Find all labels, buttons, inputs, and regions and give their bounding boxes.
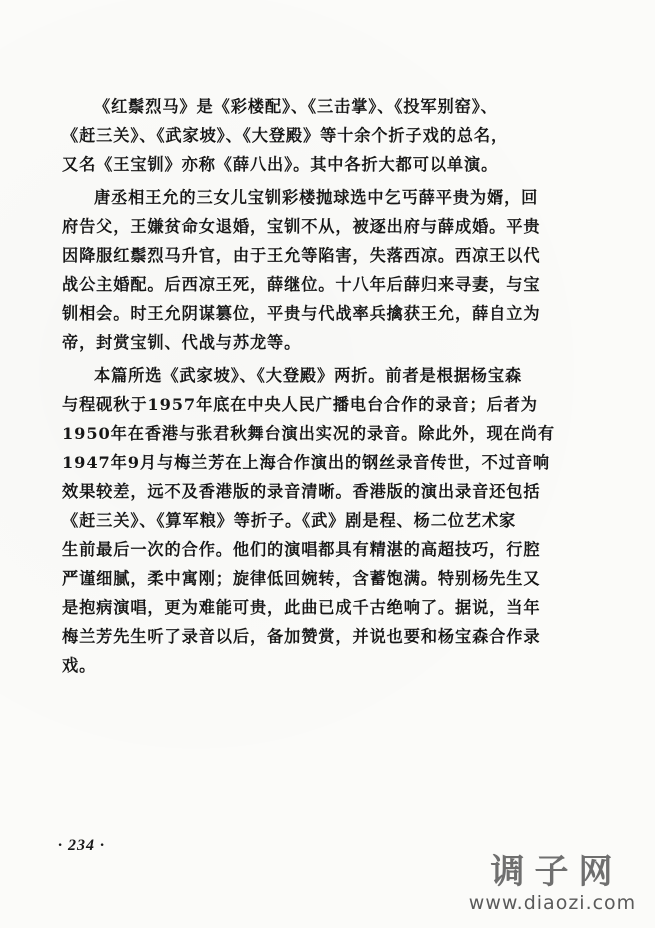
body-text bbox=[62, 92, 562, 680]
text-line: 1947年9月与梅兰芳在上海合作演出的钢丝录音传世，不过音响 bbox=[62, 453, 551, 472]
watermark-url: www.diaozi.com bbox=[468, 892, 637, 914]
watermark-title: 调子网 bbox=[490, 852, 623, 892]
text-line: 帝，封赏宝钏、代战与苏龙等。 bbox=[62, 333, 302, 352]
text-line: 又名《王宝钏》亦称《薛八出》。其中各折大都可以单演。 bbox=[62, 155, 499, 174]
text-line: 梅兰芳先生听了录音以后，备加赞赏，并说也要和杨宝森合作录 bbox=[62, 627, 541, 646]
text-line: 1950年在香港与张君秋舞台演出实况的录音。除此外，现在尚有 bbox=[62, 424, 555, 443]
text-line: 生前最后一次的合作。他们的演唱都具有精湛的高超技巧，行腔 bbox=[62, 540, 541, 559]
text-line: 唐丞相王允的三女儿宝钏彩楼抛球选中乞丐薛平贵为婿，回 bbox=[94, 188, 539, 207]
text-line: 严谨细腻，柔中寓刚；旋律低回婉转，含蓄饱满。特别杨先生又 bbox=[62, 569, 541, 588]
text-line: 战公主婚配。后西凉王死，薛继位。十八年后薛归来寻妻，与宝 bbox=[62, 275, 541, 294]
text-line: 《赶三关》、《武家坡》、《大登殿》等十余个折子戏的总名， bbox=[62, 126, 509, 145]
text-line: 府告父，王嫌贫命女退婚，宝钏不从，被逐出府与薛成婚。平贵 bbox=[62, 217, 541, 236]
text-line: 《红鬃烈马》是《彩楼配》、《三击掌》、《投军别窑》、 bbox=[94, 97, 498, 116]
text-line: 因降服红鬃烈马升官，由于王允等陷害，失落西凉。西凉王以代 bbox=[62, 246, 541, 265]
text-line: 是抱病演唱，更为难能可贵，此曲已成千古绝响了。据说，当年 bbox=[62, 598, 541, 617]
text-line: 与程砚秋于1957年底在中央人民广播电台合作的录音；后者为 bbox=[62, 395, 538, 414]
text-line: 戏。 bbox=[62, 656, 97, 675]
site-watermark bbox=[450, 852, 655, 928]
text-line: 《赶三关》、《算军粮》等折子。《武》剧是程、杨二位艺术家 bbox=[62, 511, 517, 530]
text-line: 本篇所选《武家坡》、《大登殿》两折。前者是根据杨宝森 bbox=[94, 366, 523, 385]
text-line: 效果较差，远不及香港版的录音清晰。香港版的演出录音还包括 bbox=[62, 482, 541, 501]
page-number: · 234 · bbox=[58, 837, 105, 854]
text-line: 钏相会。时王允阴谋篡位，平贵与代战率兵擒获王允，薛自立为 bbox=[62, 304, 541, 323]
